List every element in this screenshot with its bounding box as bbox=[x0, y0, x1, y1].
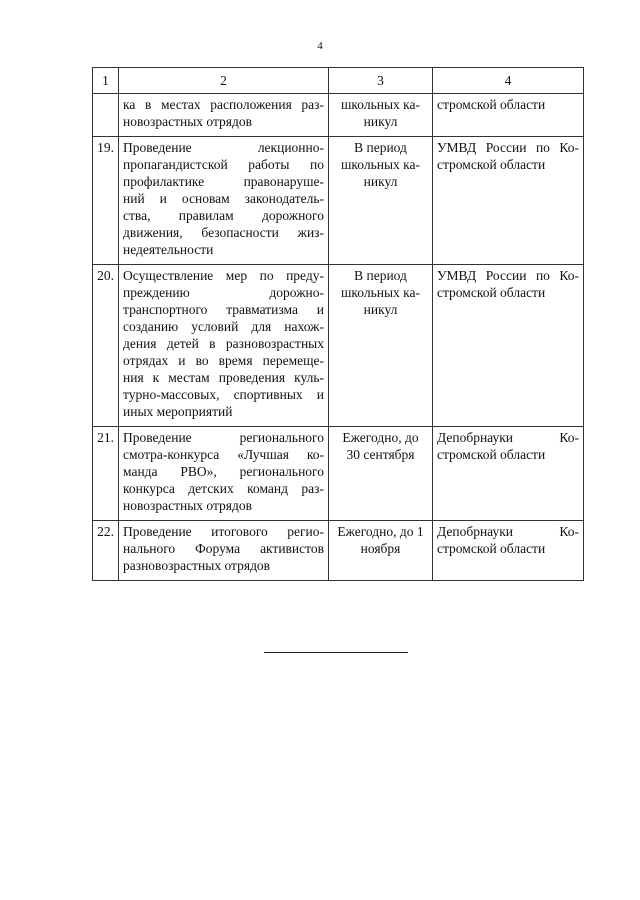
event-text-line: смотра-конкурса «Лучшая ко- bbox=[123, 447, 324, 462]
responsible-text-line: УМВД России по Ко- bbox=[437, 140, 579, 155]
event-text-line: преждению дорожно- bbox=[123, 285, 324, 300]
table-header-row bbox=[93, 68, 584, 94]
event-text-line: созданию условий для нахож- bbox=[123, 319, 324, 334]
period-cell bbox=[329, 94, 433, 137]
period-text-line: ноября bbox=[360, 541, 401, 556]
period-text-line: Ежегодно, до 1 bbox=[337, 524, 424, 539]
table-row bbox=[93, 137, 584, 265]
responsible-text-line: УМВД России по Ко- bbox=[437, 268, 579, 283]
event-cell bbox=[119, 427, 329, 521]
event-text-line: турно-массовых, спортивных и bbox=[123, 387, 324, 402]
measures-table bbox=[92, 67, 584, 581]
period-text-line: В период bbox=[354, 268, 407, 283]
period-text-line: 30 сентября bbox=[346, 447, 415, 462]
period-text-line: никул bbox=[363, 114, 398, 129]
event-text-line: ний и основам законодатель- bbox=[123, 191, 324, 206]
event-text-line: разновозрастных отрядов bbox=[123, 558, 271, 573]
responsible-text-line: стромской области bbox=[437, 157, 546, 172]
table-row bbox=[93, 521, 584, 581]
responsible-text-line: Депобрнауки Ко- bbox=[437, 524, 579, 539]
table-row bbox=[93, 265, 584, 427]
period-cell bbox=[329, 137, 433, 265]
responsible-text-line: Депобрнауки Ко- bbox=[437, 430, 579, 445]
period-text-line: школьных ка- bbox=[341, 97, 420, 112]
period-text-line: В период bbox=[354, 140, 407, 155]
event-text-line: новозрастных отрядов bbox=[123, 498, 252, 513]
event-cell bbox=[119, 94, 329, 137]
event-text-line: Проведение лекционно- bbox=[123, 140, 324, 155]
table-row bbox=[93, 427, 584, 521]
responsible-text-line: стромской области bbox=[437, 97, 546, 112]
responsible-cell bbox=[433, 265, 584, 427]
column-header: 1 bbox=[93, 68, 119, 94]
responsible-text-line: стромской области bbox=[437, 447, 546, 462]
column-header: 4 bbox=[433, 68, 584, 94]
event-text-line: иных мероприятий bbox=[123, 404, 233, 419]
responsible-cell bbox=[433, 521, 584, 581]
event-cell bbox=[119, 265, 329, 427]
event-text-line: пропагандистской работы по bbox=[123, 157, 324, 172]
period-text-line: никул bbox=[363, 174, 398, 189]
event-text-line: недеятельности bbox=[123, 242, 214, 257]
event-text-line: Проведение итогового регио- bbox=[123, 524, 324, 539]
period-cell bbox=[329, 521, 433, 581]
table-row bbox=[93, 94, 584, 137]
event-text-line: профилактике правонаруше- bbox=[123, 174, 324, 189]
row-number: 22. bbox=[93, 521, 119, 581]
event-text-line: Осуществление мер по преду- bbox=[123, 268, 324, 283]
responsible-cell bbox=[433, 94, 584, 137]
event-text-line: Проведение регионального bbox=[123, 430, 324, 445]
event-text-line: нального Форума активистов bbox=[123, 541, 324, 556]
column-header: 3 bbox=[329, 68, 433, 94]
row-number: 20. bbox=[93, 265, 119, 427]
column-header: 2 bbox=[119, 68, 329, 94]
event-text-line: манда РВО», регионального bbox=[123, 464, 324, 479]
event-text-line: конкурса детских команд раз- bbox=[123, 481, 324, 496]
event-cell bbox=[119, 137, 329, 265]
period-text-line: школьных ка- bbox=[341, 157, 420, 172]
row-number: 19. bbox=[93, 137, 119, 265]
responsible-cell bbox=[433, 427, 584, 521]
closing-line bbox=[264, 652, 408, 653]
event-text-line: ния к местам проведения куль- bbox=[123, 370, 324, 385]
row-number: 21. bbox=[93, 427, 119, 521]
event-text-line: ка в местах расположения раз- bbox=[123, 97, 324, 112]
page-number: 4 bbox=[317, 40, 323, 52]
event-text-line: движения, безопасности жиз- bbox=[123, 225, 324, 240]
period-cell bbox=[329, 427, 433, 521]
event-text-line: новозрастных отрядов bbox=[123, 114, 252, 129]
period-cell bbox=[329, 265, 433, 427]
event-text-line: транспортного травматизма и bbox=[123, 302, 324, 317]
period-text-line: школьных ка- bbox=[341, 285, 420, 300]
event-text-line: ства, правилам дорожного bbox=[123, 208, 324, 223]
event-cell bbox=[119, 521, 329, 581]
period-text-line: никул bbox=[363, 302, 398, 317]
responsible-cell bbox=[433, 137, 584, 265]
responsible-text-line: стромской области bbox=[437, 541, 546, 556]
period-text-line: Ежегодно, до bbox=[342, 430, 419, 445]
row-number bbox=[93, 94, 119, 137]
event-text-line: дения детей в разновозрастных bbox=[123, 336, 324, 351]
responsible-text-line: стромской области bbox=[437, 285, 546, 300]
event-text-line: отрядах и во время перемеще- bbox=[123, 353, 324, 368]
